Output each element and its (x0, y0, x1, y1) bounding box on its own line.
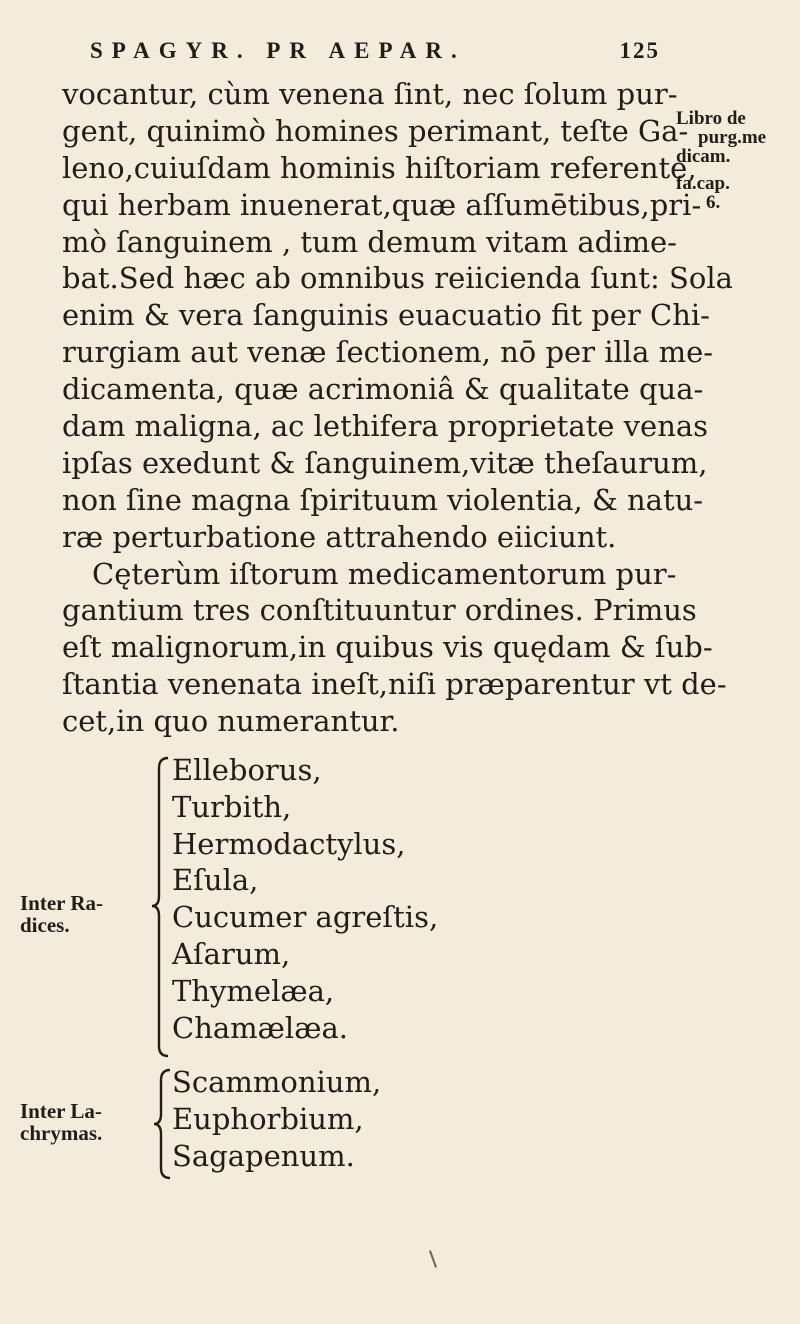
list-item: Eſula, (172, 863, 259, 898)
margin-note-line: Libro de (676, 108, 746, 129)
brace-icon (152, 1068, 174, 1180)
body-line: leno,cuiuſdam hominis hiſtoriam referente, (62, 150, 697, 185)
list-item: Turbith, (172, 789, 292, 824)
page-number: 125 (619, 38, 660, 63)
body-line: non ſine magna ſpirituum violentia, & natu- (62, 482, 704, 517)
group-label-line: chrymas. (20, 1121, 103, 1145)
body-line: mò ſanguinem , tum demum vitam adime- (62, 224, 677, 259)
body-line: bat.Sed hæc ab omnibus reiicienda ſunt: Sola (62, 261, 733, 296)
body-line: qui herbam inuenerat,quæ aſſumētibus,pri- (62, 187, 702, 222)
body-line: enim & vera ſanguinis euacuatio fit per Chi- (62, 298, 710, 333)
list-group-lachrymas (0, 1064, 800, 1184)
body-line: ipſas exedunt & ſanguinem,vitæ theſaurum, (62, 445, 708, 480)
list-item: Aſarum, (172, 936, 291, 971)
group-items (172, 752, 438, 1046)
list-item: Thymelæa, (172, 973, 335, 1008)
group-label-line: dices. (20, 913, 70, 937)
list-item: Cucumer agreſtis, (172, 900, 439, 935)
margin-note (676, 109, 791, 212)
brace-icon (150, 756, 172, 1060)
list-item: Sagapenum. (172, 1138, 355, 1173)
body-line: dicamenta, quæ acrimoniâ & qualitate qua- (62, 372, 704, 407)
body-line: rurgiam aut venæ ſectionem, nō per illa me- (62, 335, 714, 370)
body-line: gent, quinimò homines perimant, teſte Ga- (62, 113, 689, 148)
body-line: eſt malignorum,in quibus vis quędam & ſub- (62, 630, 713, 665)
margin-note-line: dicam. (676, 146, 731, 167)
body-line: dam maligna, ac lethifera proprietate venas (62, 409, 709, 444)
margin-note-line: fa.cap. (676, 173, 730, 194)
margin-note-line: purg.me (698, 127, 767, 148)
list-item: Elleborus, (172, 753, 322, 787)
running-head (90, 30, 660, 70)
group-items (172, 1064, 381, 1174)
ink-speck (429, 1250, 437, 1268)
body-line: gantium tres conſtituuntur ordines. Primus (62, 593, 697, 628)
group-label (20, 1100, 102, 1144)
body-line: ſtantia venenata ineſt,niſi præparentur vt de- (62, 667, 727, 702)
group-label (20, 892, 103, 936)
group-label-line: Inter La- (20, 1099, 102, 1123)
body-line: Cęterùm iſtorum medicamentorum pur- (92, 556, 677, 591)
group-label-line: Inter Ra- (20, 891, 104, 915)
body-line: ræ perturbatione attrahendo eiiciunt. (62, 519, 617, 554)
running-head-title: SPAGYR. PR AEPAR. (90, 38, 466, 63)
list-item: Scammonium, (172, 1065, 382, 1099)
margin-note-line: 6. (706, 192, 721, 213)
list-item: Hermodactylus, (172, 826, 406, 861)
body-line: vocantur, cùm venena ſint, nec ſolum pur- (62, 77, 678, 111)
list-item: Chamælæa. (172, 1010, 348, 1045)
list-item: Euphorbium, (172, 1101, 364, 1136)
body-line: cet,in quo numerantur. (62, 704, 400, 739)
list-group-radices (0, 752, 800, 1062)
